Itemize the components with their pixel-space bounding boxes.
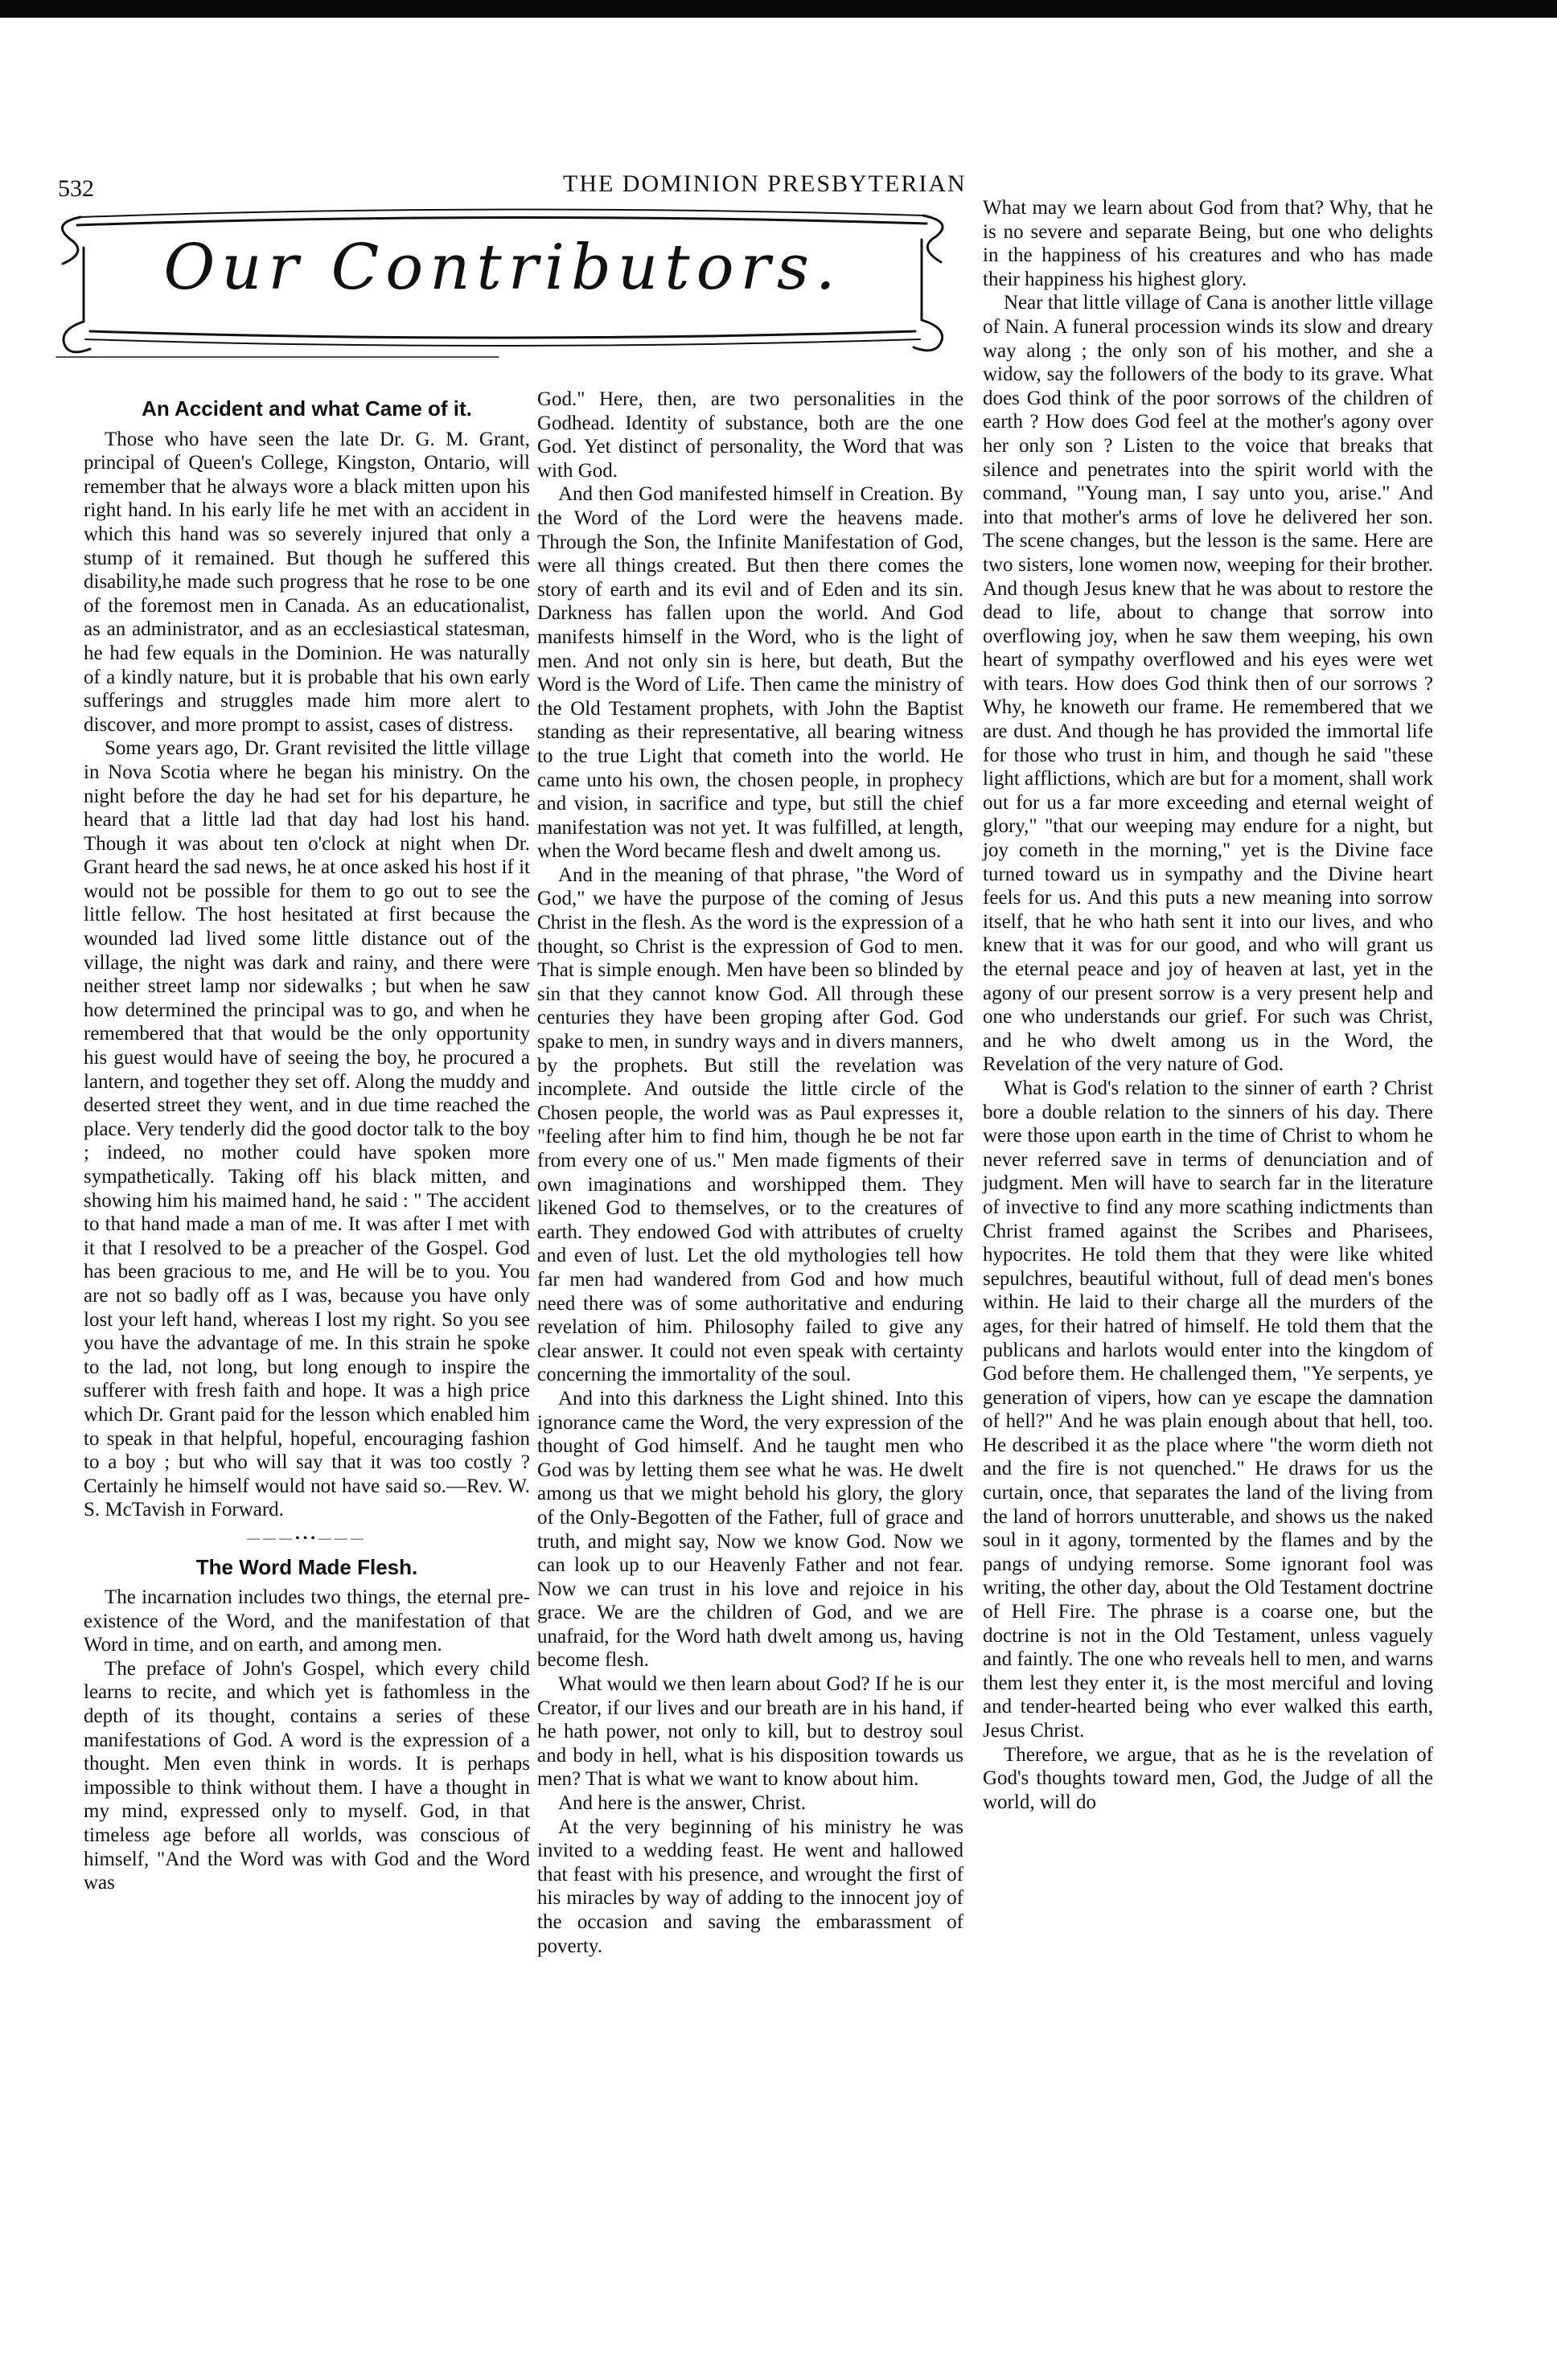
article-2-paragraph: The preface of John's Gospel, which every child learns to recite, and which yet is fathomless in the depth of its thought, contains a series of these manifestations of God. A word is the expression of a thought. Men even think in words. It is perhaps impossible to think without them. I have a thought in my mind, expressed only to myself. God, in that timeless age before all worlds, was conscious of himself, "And the Word was with God and the Word was bbox=[84, 1657, 530, 1894]
section-banner bbox=[48, 199, 957, 360]
article-2-paragraph: What is God's relation to the sinner of earth ? Christ bore a double relation to the sinners of his day. There were those upon earth in the time of Christ to whom he never referred save in terms of denunciation and of judgment. Men will have to search far in the literature of invective to find any more scathing indictments than Christ framed against the Scribes and Pharisees, hypocrites. He told them that they were like whited sepulchres, beautiful without, full of dead men's bones within. He laid to their charge all the murders of the ages, for their hatred of himself. He told them that the publicans and harlots would enter into the kingdom of God before them. He challenged them, "Ye serpents, ye generation of vipers, how can ye escape the damnation of hell?" And he was plain enough about that hell, too. He described it as the place where "the worm dieth not and the fire is not quenched." He draws for us the curtain, once, that separates the land of the living from the land of horrors unutterable, and shows us the naked soul in it agony, tormented by the flames and by the pangs of undying remorse. Some ignorant fool was writing, the other day, about the Old Testament doctrine of Hell Fire. The phrase is a coarse one, but the doctrine is not in the Old Testament, unless vaguely and faintly. The one who reveals hell to men, and warns them lest they enter it, is the most merciful and loving and tender-hearted being who ever walked this earth, Jesus Christ. bbox=[983, 1077, 1433, 1742]
column-1 bbox=[84, 392, 530, 1895]
article-1-paragraph-text: Some years ago, Dr. Grant revisited the little village in Nova Scotia where he began his ministry. On the night before the day he had set for his departure, he heard that a little lad that day had lost his hand. Though it was about ten o'clock at night when Dr. Grant heard the sad news, he at once asked his host if it would not be possible for them to go out to see the little fellow. The host hesitated at first because the wounded lad lived some little distance out of the village, the night was dark and rainy, and there were neither street lamp nor sidewalks ; but when he saw how determined the principal was to go, and when he remembered that that would be the only opportunity his guest would have of seeing the boy, he procured a lantern, and together they set off. Along the muddy and deserted street they went, and in due time reached the place. Very tenderly did the good doctor talk to the boy ; indeed, no mother could have spoken more sympathetically. Taking off his black mitten, and showing him his maimed hand, he said : " The accident to that hand made a man of me. It was after I met with it that I resolved to be a preacher of the Gospel. God has been gracious to me, and He will be to you. You are not so badly off as I was, because you have only lost your left hand, whereas I lost my right. So you see you have the advantage of me. In this strain he spoke to the lad, not long, but long enough to inspire the sufferer with fresh faith and hope. It was a high price which Dr. Grant paid for the lesson which enabled him to speak in that helpful, hopeful, encouraging fashion to a boy ; but who will say that it was too costly ? Certainly he himself would not have said so. bbox=[84, 737, 530, 1497]
article-2-paragraph: And then God manifested himself in Creation. By the Word of the Lord were the heavens made. Through the Son, the Infinite Manifestation of God, were all things created. But then there comes the story of earth and its evil and of Eden and its sin. Darkness has fallen upon the world. And God manifests himself in the Word, who is the light of men. And not only sin is here, but death, But the Word is the Word of Life. Then came the ministry of the Old Testament prophets, with John the Baptist standing as their representative, all bearing witness to the true Light that cometh into the world. He came unto his own, the chosen people, in prophecy and vision, in sacrifice and type, but still the chief manifestation was not yet. It was fulfilled, at length, when the Word became flesh and dwelt among us. bbox=[537, 483, 963, 863]
article-2-paragraph: At the very beginning of his ministry he was invited to a wedding feast. He went and hallowed that feast with his presence, and wrought the first of his miracles by way of adding to the innocent joy of the occasion and saving the embarassment of poverty. bbox=[537, 1816, 963, 1957]
article-1-signature: —Rev. W. S. McTavish in Forward. bbox=[84, 1475, 530, 1521]
article-2-paragraph: And into this darkness the Light shined. Into this ignorance came the Word, the very expression of the thought of God himself. And he taught men who God was by letting them see what he was. He dwelt among us that we might behold his glory, the glory of the Only-Begotten of the Father, full of grace and truth, and might say, Now we know God. Now we can look up to our Heavenly Father and not fear. Now we can trust in his love and rejoice in his grace. We are the children of God, and we are unafraid, for the Word hath dwelt among us, having become flesh. bbox=[537, 1387, 963, 1672]
column-3 bbox=[983, 196, 1433, 1814]
section-title: Our Contributors. bbox=[163, 232, 842, 304]
page-number: 532 bbox=[58, 175, 94, 202]
article-2-paragraph: The incarnation includes two things, the eternal pre-existence of the Word, and the manifestation of that Word in time, and on earth, and among men. bbox=[84, 1586, 530, 1656]
article-2-paragraph: And here is the answer, Christ. bbox=[558, 1792, 806, 1815]
article-2-paragraph: And in the meaning of that phrase, "the Word of God," we have the purpose of the coming of Jesus Christ in the flesh. As the word is the expression of a thought, so Christ is the expression of God to men. That is simple enough. Men have been so blinded by sin that they cannot know God. All through these centuries they have been groping after God. God spake to men, in sundry ways and in divers manners, by the prophets. But still the revelation was incomplete. And outside the little circle of the Chosen people, the world was as Paul expresses it, "feeling after him to find him, though he be not far from every one of us." Men made figments of their own imaginations and worshipped them. They likened God to themselves, or to the creatures of earth. They endowed God with attributes of cruelty and even of lust. Let the old mythologies tell how far men had wandered from God and how much need there was of some authoritative and enduring revelation of him. Philosophy failed to give any clear answer. It could not even speak with certainty concerning the immortality of the soul. bbox=[537, 864, 963, 1386]
article-1-title: An Accident and what Came of it. bbox=[142, 396, 472, 421]
article-2-paragraph: What may we learn about God from that? Why, that he is no severe and separate Being, but one who delights in the happiness of his creatures and who has made their happiness his highest glory. bbox=[983, 197, 1433, 290]
article-2-paragraph: Near that little village of Cana is another little village of Nain. A funeral procession winds its slow and dreary way along ; the only son of his mother, and she a widow, say the followers of the body to its grave. What does God think of the poor sorrows of the children of earth ? How does God feel at the mother's agony over her only son ? Listen to the voice that breaks that silence and penetrates into the spirit world with the command, "Young man, I say unto you, arise." And into that mother's arms of love he delivered her son. The scene changes, but the lesson is the same. Here are two sisters, lone women now, weeping for their brother. And though Jesus knew that he was about to restore the dead to life, about to change that sorrow into overflowing joy, when he saw them weeping, his own heart of sympathy overflowed and his eyes were wet with tears. How does God think then of our sorrows ? Why, he knoweth our frame. He remembered that we are dust. And though he has provided the immortal life for those who trust in him, and though he said "these light afflictions, which are but for a moment, shall work out for us a far more exceeding and eternal weight of glory," "that our weeping may endure for a night, but joy cometh in the morning," yet is the Divine face turned toward us in sympathy and the Divine heart feels for us. And this puts a new meaning into sorrow itself, that he who hath sent it into our lives, and who knew that it was for our good, and who will grant us the eternal peace and joy of heaven at last, yet in the agony of our present sorrow is a very present help and one who understands our grief. For such was Christ, and he who dwelt among us in the Word, the Revelation of the very nature of God. bbox=[983, 292, 1433, 1076]
article-2-paragraph: Therefore, we argue, that as he is the revelation of God's thoughts toward men, God, the Judge of all the world, will do bbox=[983, 1743, 1433, 1813]
article-2-paragraph: What would we then learn about God? If he is our Creator, if our lives and our breath are in his hand, if he hath power, not only to kill, but to destroy soul and body in hell, what is his disposition towards us men? That is what we want to know about him. bbox=[537, 1673, 963, 1791]
article-1-paragraph: Those who have seen the late Dr. G. M. Grant, principal of Queen's College, Kingston, Ontario, will remember that he always wore a black mitten upon his right hand. In his early life he met with an accident in which this hand was so severely injured that only a stump of it remained. But though he suffered this disability,he made such progress that he rose to be one of the foremost men in Canada. As an educationalist, as an administrator, and as an ecclesiastical statesman, he had few equals in the Dominion. He was naturally of a kindly nature, but it is probable that his own early sufferings and struggles made him more alert to discover, and more prompt to assist, cases of distress. bbox=[84, 428, 530, 736]
article-2-paragraph: God." Here, then, are two personalities in the Godhead. Identity of substance, both are the one God. Yet distinct of personality, the Word that was with God. bbox=[537, 388, 963, 482]
running-head: THE DOMINION PRESBYTERIAN bbox=[563, 170, 967, 197]
column-2 bbox=[537, 388, 963, 1958]
article-2-title: The Word Made Flesh. bbox=[195, 1554, 418, 1579]
article-1-paragraph bbox=[84, 737, 530, 1522]
section-ornament: ———•••——— bbox=[247, 1531, 367, 1545]
